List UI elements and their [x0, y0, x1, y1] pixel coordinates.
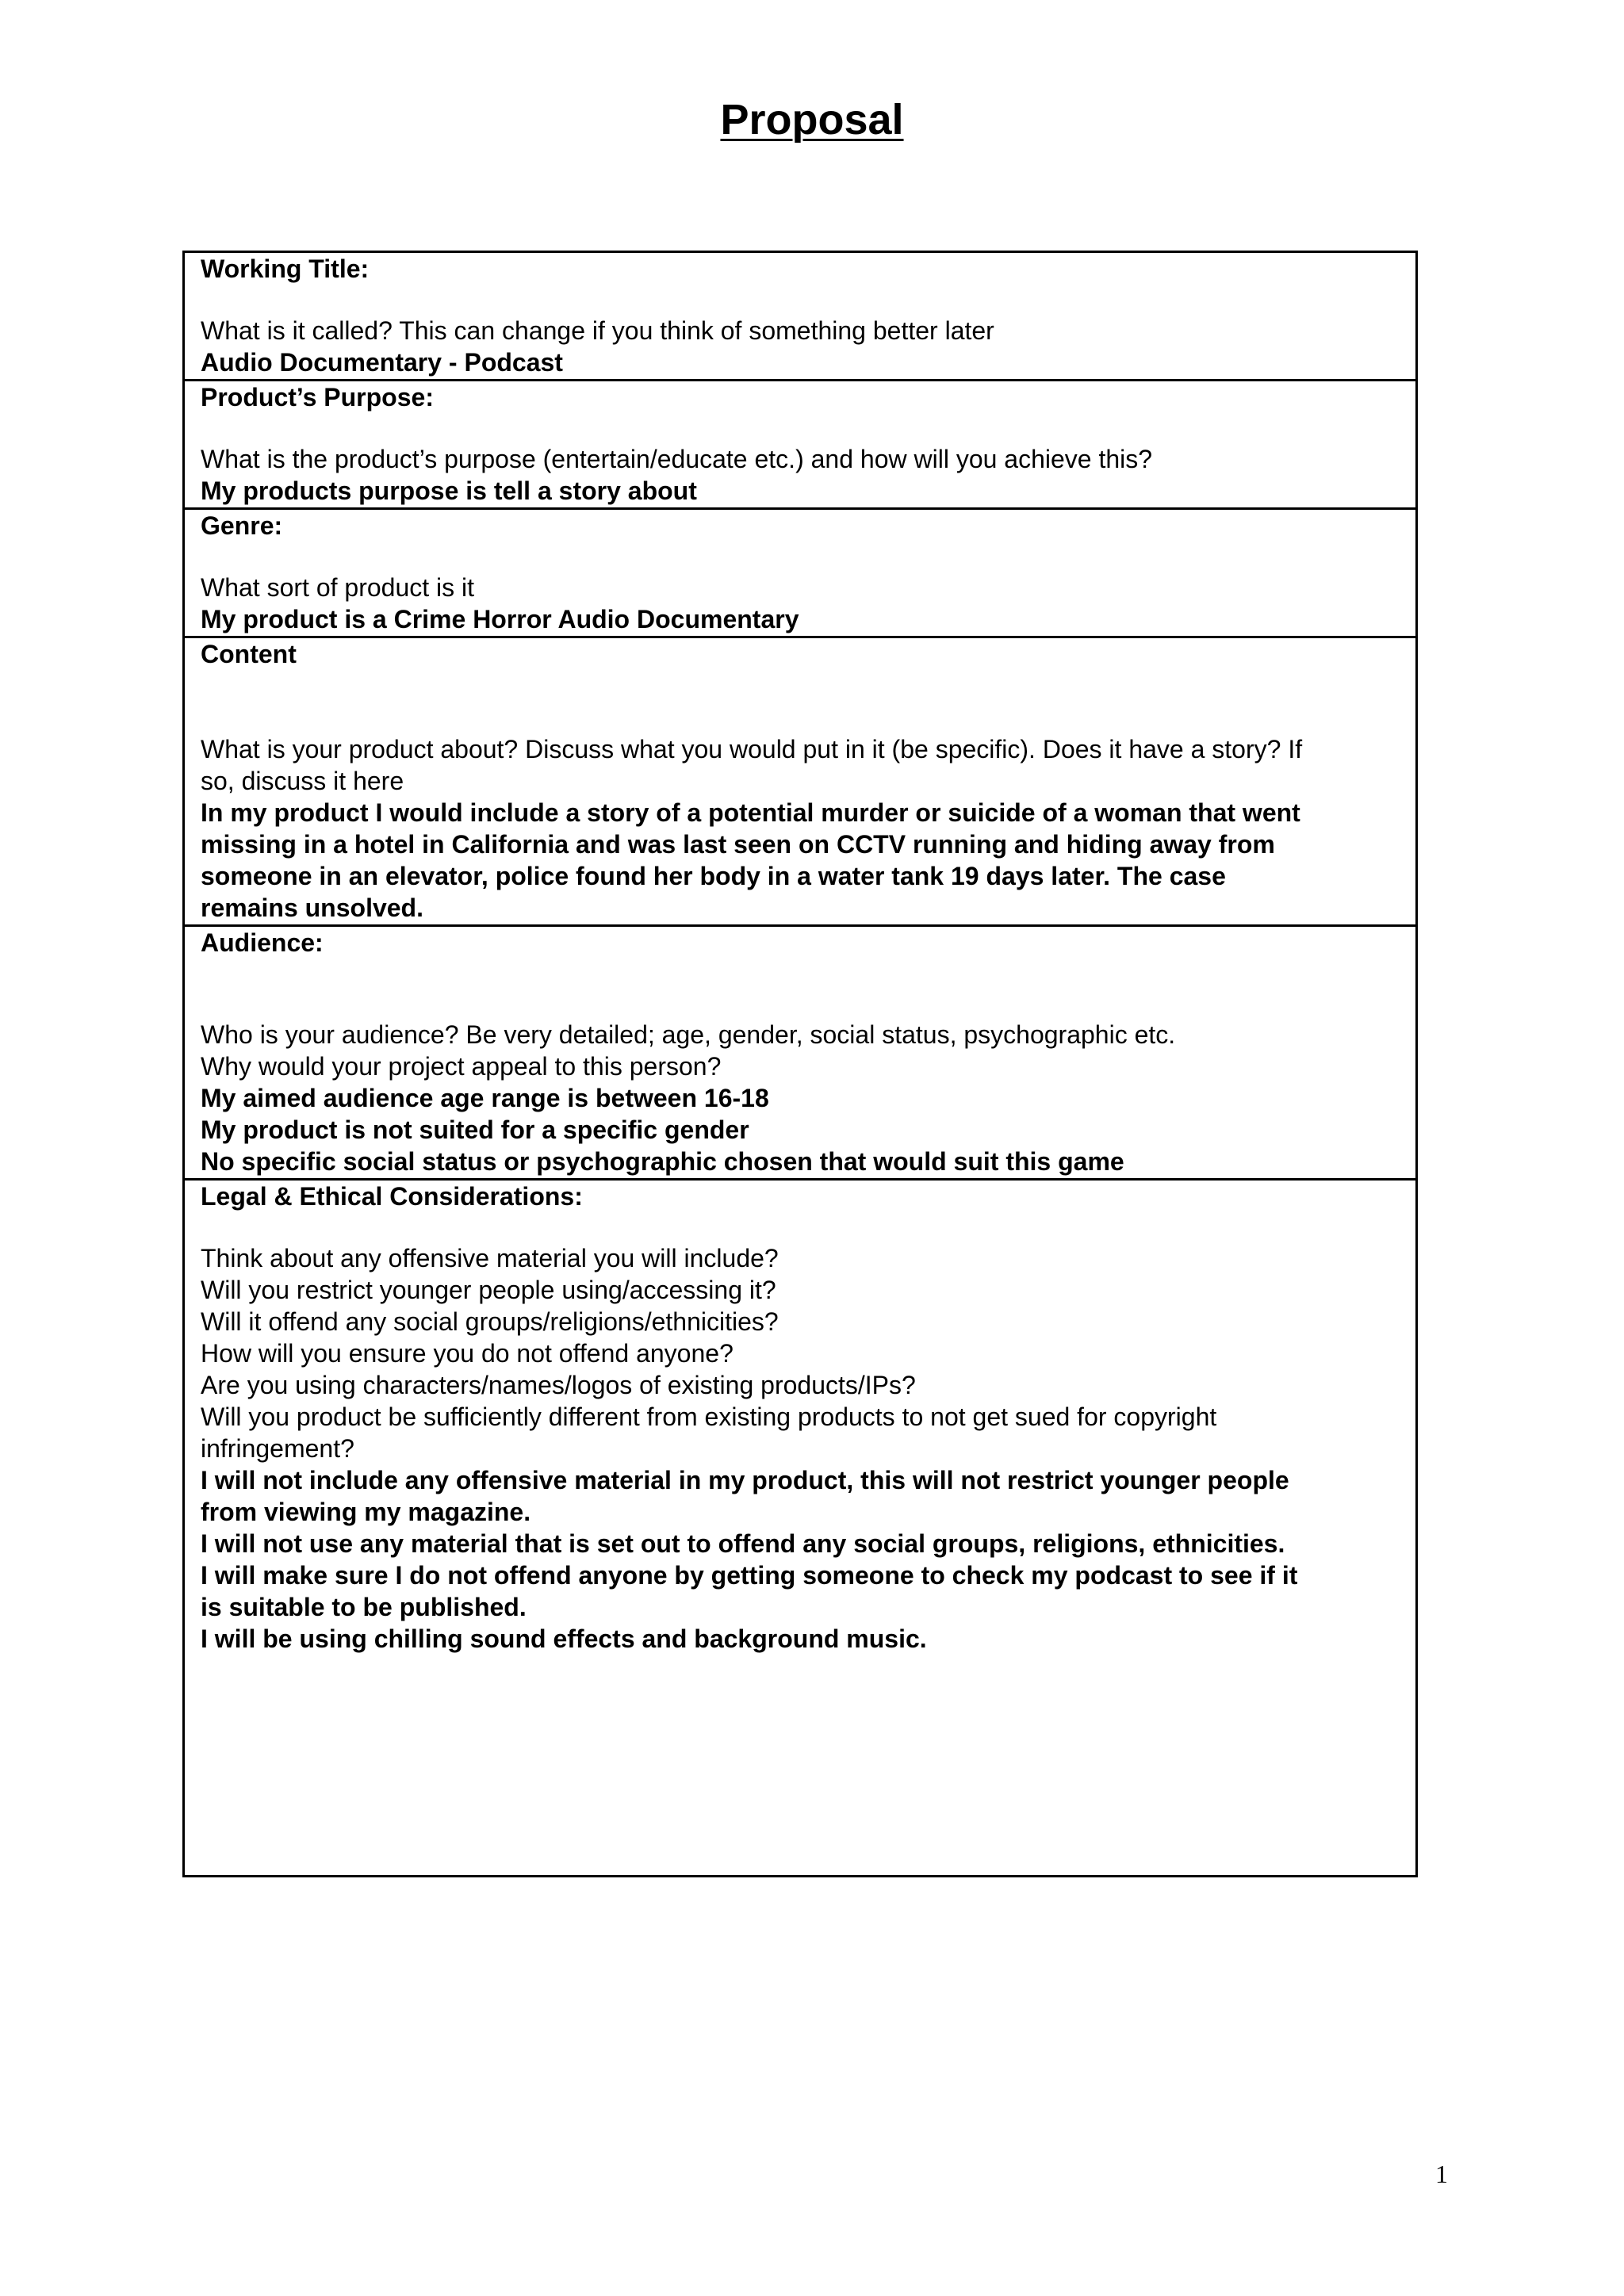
content-answer-line: someone in an elevator, police found her body in a water tank 19 days later. The case: [201, 862, 1226, 890]
purpose-prompt: What is the product’s purpose (entertain/educate etc.) and how will you achieve this?: [201, 445, 1153, 473]
legal-prompt-line: Will you restrict younger people using/accessing it?: [201, 1276, 776, 1304]
legal-prompt-line: Are you using characters/names/logos of existing products/IPs?: [201, 1371, 916, 1399]
audience-answer-line: My product is not suited for a specific gender: [201, 1115, 749, 1144]
working-title-section: [185, 253, 1415, 381]
working-title-heading: Working Title:: [201, 254, 370, 283]
legal-prompt-line: Think about any offensive material you will include?: [201, 1244, 779, 1272]
purpose-answer: My products purpose is tell a story about: [201, 476, 697, 505]
genre-heading: Genre:: [201, 511, 283, 540]
content-section: [185, 638, 1415, 927]
legal-prompt-line: Will it offend any social groups/religions/ethnicities?: [201, 1307, 779, 1336]
legal-heading: Legal & Ethical Considerations:: [201, 1182, 583, 1211]
purpose-section: [185, 381, 1415, 510]
working-title-answer: Audio Documentary - Podcast: [201, 348, 563, 377]
legal-answer-line: I will not use any material that is set out to offend any social groups, religions, ethnicities.: [201, 1529, 1285, 1558]
content-heading: Content: [201, 640, 297, 668]
content-answer-line: In my product I would include a story of a potential murder or suicide of a woman that went: [201, 798, 1300, 827]
audience-answer-line: My aimed audience age range is between 16-18: [201, 1084, 769, 1112]
purpose-heading: Product’s Purpose:: [201, 383, 434, 411]
genre-section: [185, 510, 1415, 638]
content-answer-line: remains unsolved.: [201, 894, 423, 922]
audience-section: [185, 927, 1415, 1181]
legal-answer-line: I will make sure I do not offend anyone by getting someone to check my podcast to see if it: [201, 1561, 1298, 1590]
genre-answer: My product is a Crime Horror Audio Documentary: [201, 605, 799, 633]
legal-ethical-section: [185, 1181, 1415, 1875]
content-answer-line: missing in a hotel in California and was last seen on CCTV running and hiding away from: [201, 830, 1275, 859]
page-number: 1: [1435, 2160, 1448, 2188]
working-title-prompt: What is it called? This can change if you think of something better later: [201, 316, 994, 345]
page-title: Proposal: [720, 96, 904, 144]
audience-heading: Audience:: [201, 928, 324, 957]
genre-prompt: What sort of product is it: [201, 573, 475, 602]
legal-answer-line: from viewing my magazine.: [201, 1498, 531, 1526]
legal-prompt-line: infringement?: [201, 1434, 354, 1463]
audience-answer-line: No specific social status or psychographic chosen that would suit this game: [201, 1147, 1124, 1176]
content-prompt-line: so, discuss it here: [201, 767, 404, 795]
legal-answer-line: I will not include any offensive material in my product, this will not restrict younger people: [201, 1466, 1289, 1494]
audience-prompt-line: Why would your project appeal to this person?: [201, 1052, 722, 1081]
legal-answer-line: I will be using chilling sound effects and background music.: [201, 1624, 927, 1653]
legal-prompt-line: Will you product be sufficiently different from existing products to not get sued for copyright: [201, 1402, 1217, 1431]
audience-prompt-line: Who is your audience? Be very detailed; age, gender, social status, psychographic etc.: [201, 1020, 1176, 1049]
proposal-form-table: [182, 251, 1418, 1877]
legal-prompt-line: How will you ensure you do not offend anyone?: [201, 1339, 733, 1368]
content-prompt-line: What is your product about? Discuss what you would put in it (be specific). Does it have a story? If: [201, 735, 1303, 763]
legal-answer-line: is suitable to be published.: [201, 1593, 527, 1621]
